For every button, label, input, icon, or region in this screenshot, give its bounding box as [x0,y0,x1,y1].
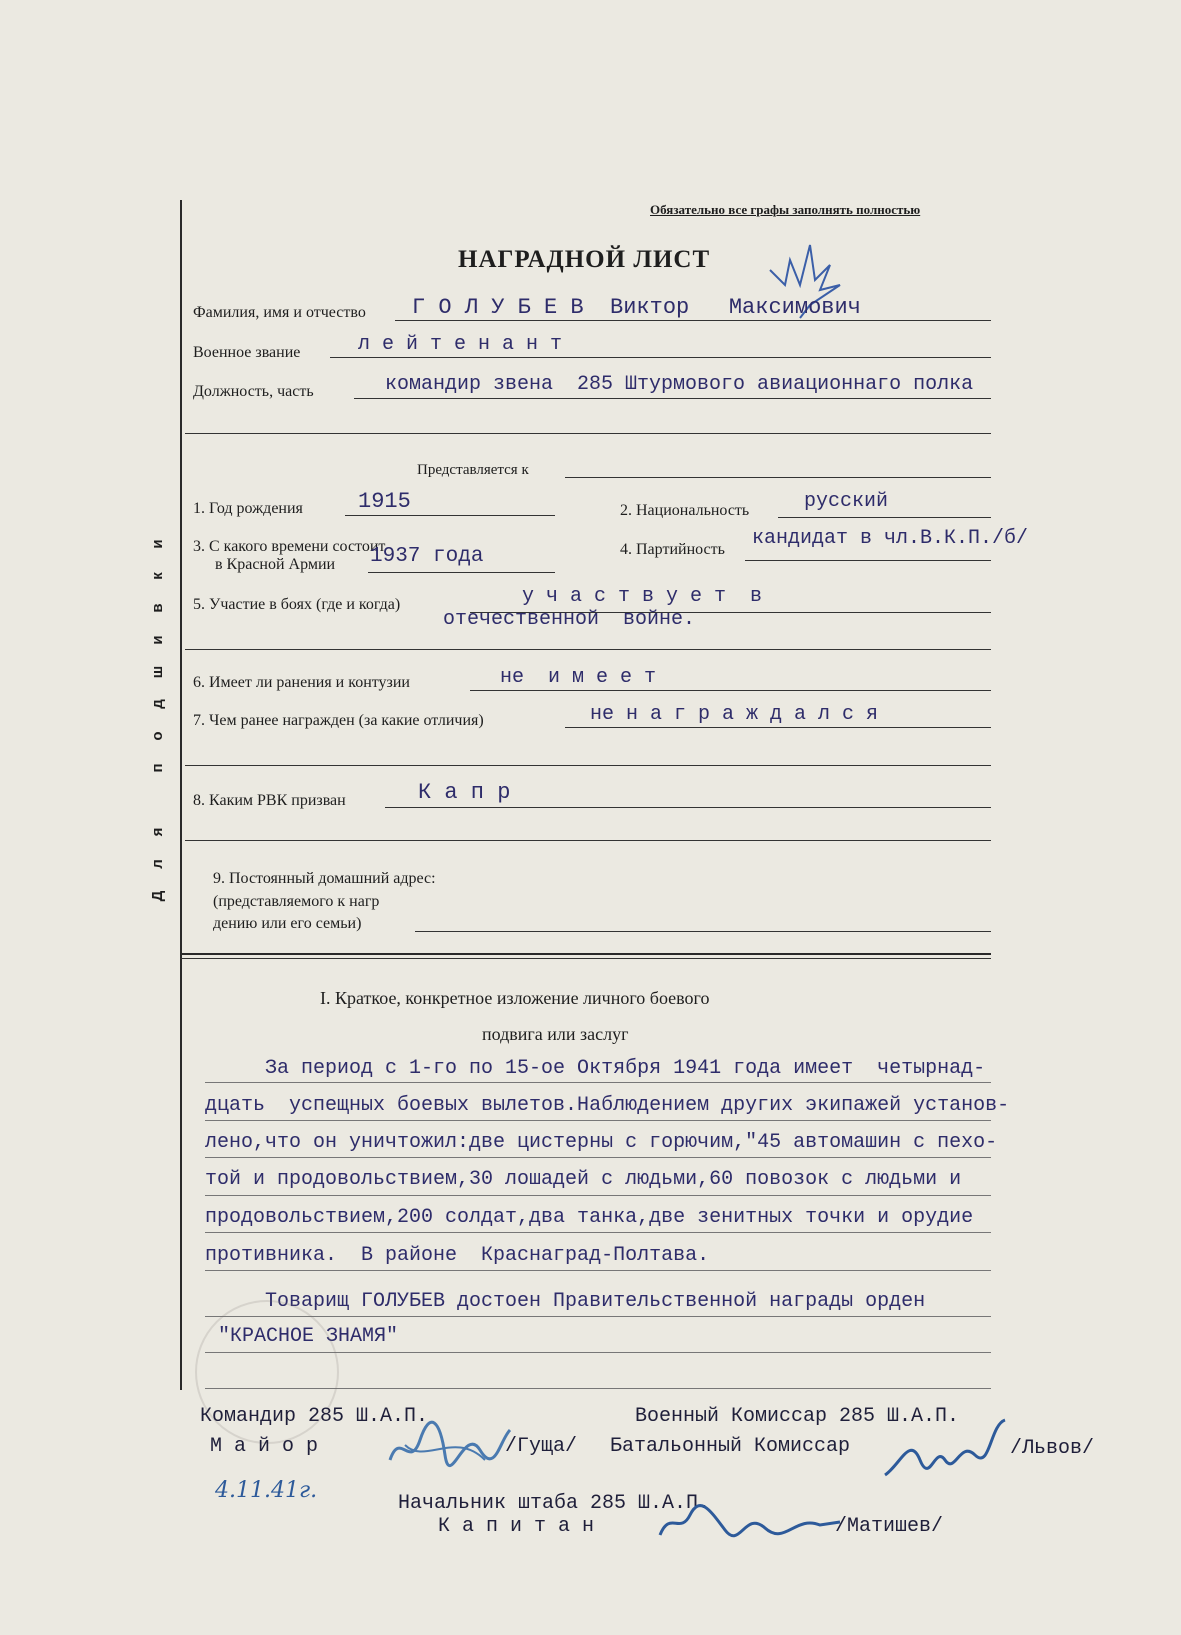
fio-value: Г О Л У Б Е В Виктор Максимович [412,295,861,320]
commissar-name: /Львов/ [1010,1437,1095,1460]
rvk-label: 8. Каким РВК призван [193,792,346,809]
commander-title: Командир 285 Ш.А.П. [200,1405,429,1428]
body-rule-2 [205,1120,991,1121]
address-divider-1 [180,953,991,955]
section-heading-1: I. Краткое, конкретное изложение личного боевого [320,988,710,1008]
sidebar-letter: п [149,763,166,773]
nationality-line [778,517,991,518]
nationality-value: русский [804,490,889,513]
position-line-2 [185,433,991,434]
recommend-line-1: Товарищ ГОЛУБЕВ достоен Правительственной награды орден [205,1290,926,1313]
left-margin-rule [180,200,182,1390]
awards-label: 7. Чем ранее награжден (за какие отличия) [193,712,484,729]
sidebar-letter: Д [149,890,166,902]
body-line-3: лено,что он уничтожил:две цистерны с горючим,"45 автомашин с пехо- [205,1131,998,1154]
recommend-line-2: "КРАСНОЕ ЗНАМЯ" [218,1325,399,1348]
rvk-line [385,807,991,808]
awards-line-2 [185,765,991,766]
party-line [745,560,991,561]
mandatory-notice: Обязательно все графы заполнять полностью [650,202,921,217]
sidebar-letter: о [149,731,166,741]
battles-line-2 [185,649,991,650]
body-rule-1 [205,1082,991,1083]
address-divider-2 [180,958,991,959]
army-value: 1937 года [370,545,484,568]
wounds-line [470,690,991,691]
address-label-2: (представляемого к нагр [213,893,380,910]
commissar-title: Военный Комиссар 285 Ш.А.П. [635,1405,960,1428]
wounds-label: 6. Имеет ли ранения и контузии [193,674,410,691]
sidebar-letter: и [149,539,166,549]
sidebar-letter: и [149,635,166,645]
chief-signature-icon [655,1490,845,1550]
recommend-rule-1 [205,1316,991,1317]
army-line [368,572,555,573]
awards-line [565,727,991,728]
rvk-line-2 [185,840,991,841]
address-label-3: дению или его семьи) [213,915,362,932]
birth-value: 1915 [358,489,411,514]
position-line [354,398,991,399]
birth-line [345,515,555,516]
commissar-signature-icon [880,1415,1010,1485]
chief-title: Начальник штаба 285 Ш.А.П. [398,1492,711,1515]
rank-label: Военное звание [193,344,301,361]
commander-signature-icon [385,1410,515,1480]
position-value: командир звена 285 Штурмового авиационнаго полка [385,373,974,396]
rank-line [330,357,991,358]
sidebar-letter: в [149,603,166,613]
body-line-6: противника. В районе Краснаград-Полтава. [205,1244,710,1267]
birth-label: 1. Год рождения [193,500,303,517]
chief-name: /Матишев/ [835,1515,944,1538]
rank-value: л е й т е н а н т [358,333,563,356]
army-label-1: 3. С какого времени состоит [193,538,386,555]
body-rule-5 [205,1232,991,1233]
body-line-4: той и продовольствием,30 лошадей с людьми,60 повозок с людьми и [205,1168,962,1191]
sidebar-caption [146,528,170,912]
body-rule-6 [205,1270,991,1271]
commander-name: /Гуща/ [505,1435,578,1458]
sidebar-letter: к [149,572,166,580]
address-label-1: 9. Постоянный домашний адрес: [213,870,436,887]
wounds-value: не и м е е т [500,666,657,689]
commissar-rank: Батальонный Комиссар [610,1435,851,1458]
document-title: НАГРАДНОЙ ЛИСТ [458,246,711,273]
fio-label: Фамилия, имя и отчество [193,304,366,321]
fio-line [395,320,991,321]
date-handwritten: 4.11.41г. [215,1478,318,1503]
commander-rank: М а й о р [210,1435,319,1458]
sidebar-letter: л [149,859,166,869]
army-label-2: в Красной Армии [215,556,336,573]
chief-rank: К а п и т а н [438,1515,595,1538]
party-value: кандидат в чл.В.К.П./б/ [752,527,1029,550]
section-heading-2: подвига или заслуг [482,1024,629,1044]
sidebar-letter: д [149,699,166,709]
position-label: Должность, часть [193,383,314,400]
sidebar-letter [142,788,174,812]
battles-value-1: у ч а с т в у е т в [522,585,763,608]
body-rule-3 [205,1157,991,1158]
battles-label: 5. Участие в боях (где и когда) [193,596,401,613]
awards-value: не н а г р а ж д а л с я [590,703,879,726]
party-label: 4. Партийность [620,541,725,558]
nationality-label: 2. Национальность [620,502,750,519]
sidebar-letter: я [149,827,166,837]
battles-value-2: отечественной войне. [443,608,696,631]
presented-line [565,477,991,478]
body-rule-4 [205,1195,991,1196]
body-line-5: продовольствием,200 солдат,два танка,две зенитных точки и орудие [205,1206,974,1229]
sidebar-letter: ш [149,665,166,679]
presented-label: Представляется к [417,462,529,478]
body-line-2: дцать успещных боевых вылетов.Наблюдением других экипажей установ- [205,1094,1010,1117]
rvk-value: К а п р [418,780,511,805]
body-line-1: За период с 1-го по 15-ое Октября 1941 года имеет четырнад- [205,1057,986,1080]
address-line [415,931,991,932]
